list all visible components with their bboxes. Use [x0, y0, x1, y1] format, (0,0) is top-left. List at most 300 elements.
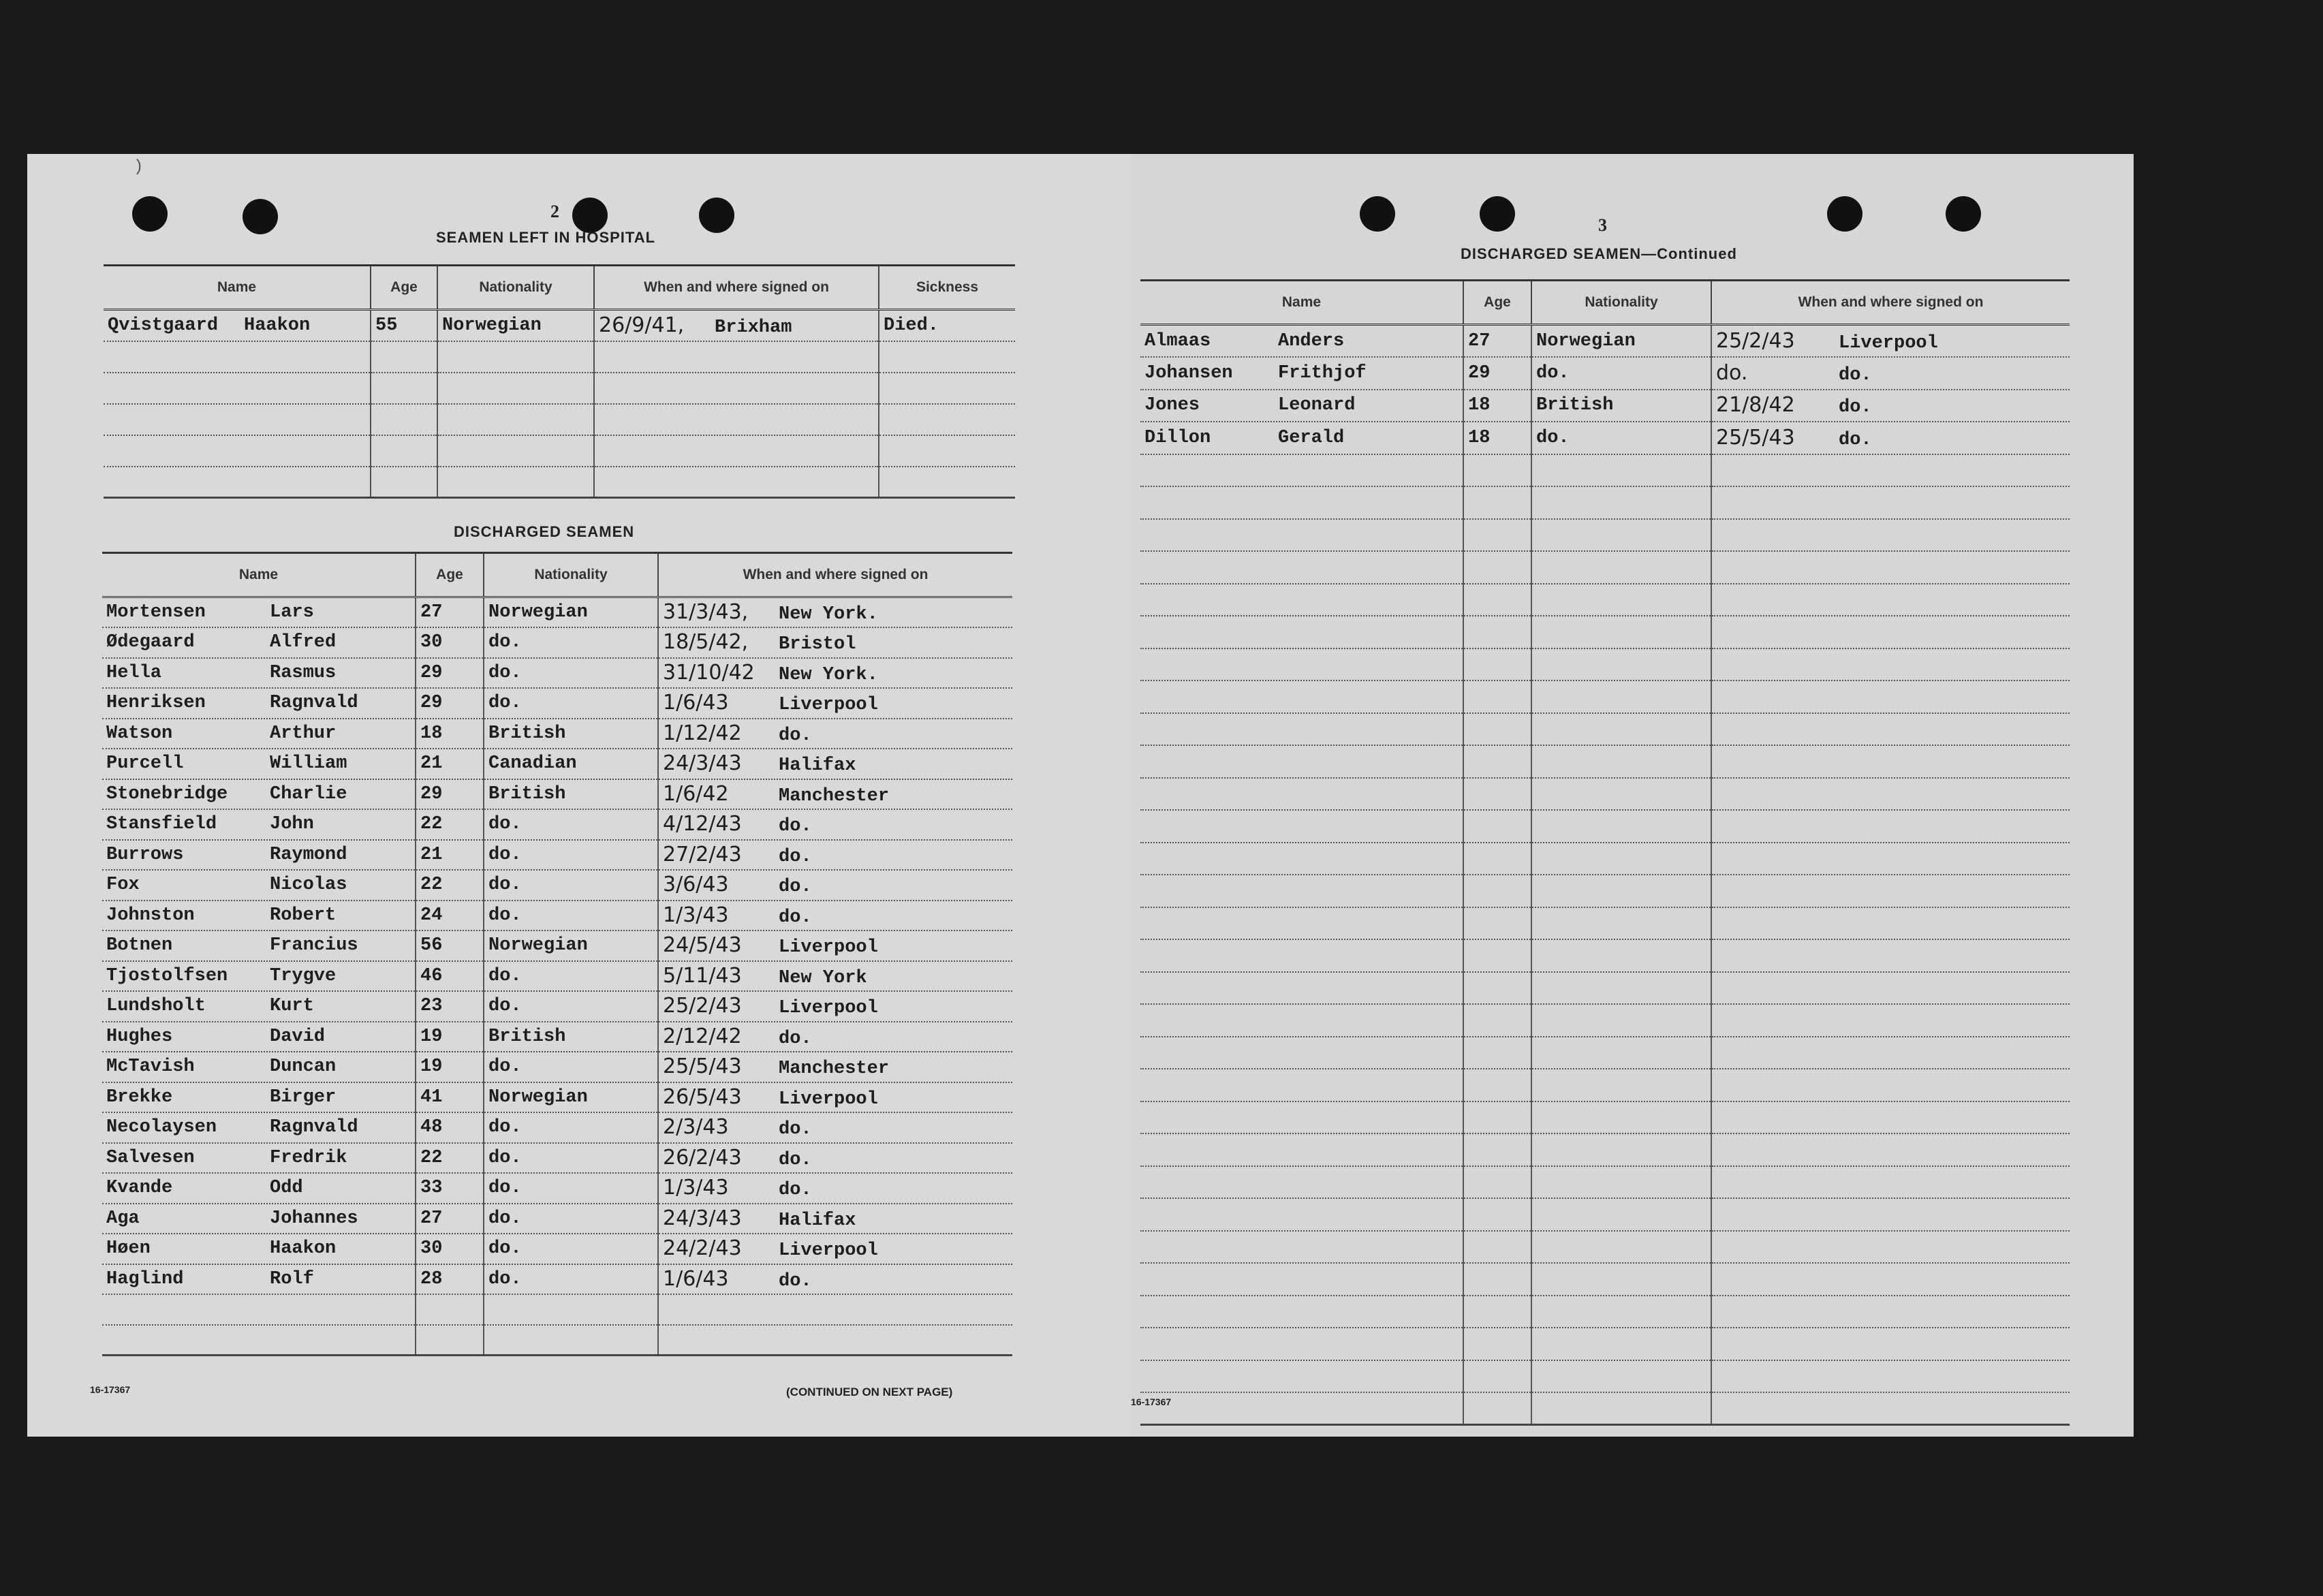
table-row: [1140, 907, 2070, 940]
name-cell: [1140, 1360, 1463, 1393]
age-cell: 23: [416, 991, 484, 1022]
age-cell: [1463, 939, 1531, 972]
signed-on-cell: [1711, 1166, 2070, 1199]
margin-mark: ): [134, 158, 144, 176]
table-row: [102, 779, 1012, 810]
name-cell: [1140, 810, 1463, 843]
continued-note: (CONTINUED ON NEXT PAGE): [786, 1386, 953, 1398]
signed-place: do.: [779, 1180, 812, 1201]
table-row: [102, 1204, 1012, 1234]
age-cell: 28: [416, 1264, 484, 1295]
table-row: [102, 1143, 1012, 1174]
discharged-header-row: [102, 553, 1012, 597]
nationality-cell: do.: [484, 809, 658, 840]
given-name: Birger: [270, 1086, 337, 1108]
signed-place: Halifax: [779, 755, 856, 777]
signed-on-cell: [1711, 519, 2070, 552]
continued-section-title: DISCHARGED SEAMEN—Continued: [1461, 245, 1737, 262]
name-cell: [1140, 1296, 1463, 1328]
table-row: [1140, 939, 2070, 972]
signed-place: New York: [779, 967, 867, 988]
table-row: [102, 1022, 1012, 1052]
signed-on-cell: [1711, 680, 2070, 713]
table-row: [1140, 1198, 2070, 1231]
table-row: [1140, 810, 2070, 843]
nationality-cell: [1531, 1263, 1711, 1296]
given-name: Duncan: [270, 1057, 337, 1078]
nationality-cell: [1531, 1392, 1711, 1425]
age-cell: 24: [416, 901, 484, 931]
discharged-table: [102, 552, 1012, 1356]
signed-place: Liverpool: [1839, 332, 1938, 354]
surname: Almaas: [1144, 330, 1211, 351]
signed-on-cell: [1711, 1328, 2070, 1360]
name-cell: [1140, 616, 1463, 648]
nationality-cell: do.: [484, 627, 658, 658]
signed-on-cell: [594, 467, 879, 498]
sickness-cell: [879, 404, 1015, 435]
name-cell: [1140, 680, 1463, 713]
signed-on-cell: [1711, 486, 2070, 519]
name-cell: [102, 1112, 416, 1143]
form-number-left: 16-17367: [90, 1384, 131, 1395]
table-row: [102, 597, 1012, 628]
age-cell: [1463, 648, 1531, 681]
col-header-age: Age: [416, 553, 484, 597]
discharged-section-title: DISCHARGED SEAMEN: [454, 523, 635, 540]
table-row: [102, 1264, 1012, 1295]
sickness-cell: [879, 467, 1015, 498]
age-cell: 21: [416, 749, 484, 779]
nationality-cell: [1531, 648, 1711, 681]
table-row: [102, 870, 1012, 901]
signed-on-cell: [658, 1234, 1012, 1264]
table-row: [1140, 778, 2070, 811]
age-cell: [1463, 1101, 1531, 1134]
name-cell: [102, 901, 416, 931]
age-cell: [1463, 1166, 1531, 1199]
name-cell: [1140, 1198, 1463, 1231]
surname: Høen: [106, 1238, 151, 1259]
name-cell: [1140, 1263, 1463, 1296]
nationality-cell: [437, 404, 594, 435]
signed-date: 25/5/43: [1716, 425, 1795, 450]
nationality-cell: [1531, 1198, 1711, 1231]
signed-place: do.: [779, 907, 812, 928]
nationality-cell: [437, 341, 594, 373]
nationality-cell: British: [1531, 390, 1711, 422]
age-cell: 22: [416, 870, 484, 901]
given-name: Alfred: [270, 632, 337, 653]
discharged-continued-table: [1140, 279, 2070, 1426]
surname: Qvistgaard: [108, 315, 219, 336]
binder-hole: [1480, 196, 1515, 232]
name-cell: [102, 627, 416, 658]
nationality-cell: [1531, 1004, 1711, 1037]
binder-hole: [1827, 196, 1862, 232]
nationality-cell: Norwegian: [484, 930, 658, 961]
nationality-cell: do.: [484, 961, 658, 992]
surname: Aga: [106, 1208, 140, 1229]
table-row: [102, 1173, 1012, 1204]
name-cell: [1140, 486, 1463, 519]
given-name: Haakon: [244, 315, 311, 336]
age-cell: [1463, 1037, 1531, 1069]
age-cell: 30: [416, 627, 484, 658]
signed-date: 1/6/43: [663, 691, 729, 715]
table-row: [102, 749, 1012, 779]
table-row: [1140, 551, 2070, 584]
age-cell: [1463, 1392, 1531, 1425]
table-row: [1140, 1004, 2070, 1037]
table-row: [102, 1112, 1012, 1143]
continued-header-row: [1140, 281, 2070, 325]
age-cell: 21: [416, 840, 484, 871]
signed-place: New York.: [779, 664, 878, 685]
nationality-cell: [1531, 778, 1711, 811]
signed-on-cell: [1711, 939, 2070, 972]
binder-hole: [243, 199, 278, 234]
signed-date: 1/3/43: [663, 1176, 729, 1200]
surname: Hughes: [106, 1026, 173, 1047]
age-cell: 29: [1463, 357, 1531, 390]
name-cell: [102, 779, 416, 810]
signed-place: Liverpool: [779, 998, 878, 1019]
table-row: [102, 991, 1012, 1022]
nationality-cell: British: [484, 779, 658, 810]
name-cell: [102, 719, 416, 749]
age-cell: [1463, 713, 1531, 746]
surname: Ødegaard: [106, 632, 195, 653]
signed-on-cell: [658, 1294, 1012, 1325]
nationality-cell: [1531, 1166, 1711, 1199]
nationality-cell: do.: [484, 1143, 658, 1174]
signed-on-cell: [1711, 972, 2070, 1005]
table-row: [1140, 390, 2070, 422]
table-row: [1140, 325, 2070, 358]
name-cell: [102, 1022, 416, 1052]
name-cell: [102, 809, 416, 840]
name-cell: [1140, 1037, 1463, 1069]
age-cell: 48: [416, 1112, 484, 1143]
sickness-cell: Died.: [879, 310, 1015, 341]
age-cell: [1463, 1328, 1531, 1360]
signed-on-cell: [1711, 907, 2070, 940]
given-name: Fredrik: [270, 1147, 347, 1168]
surname: Henriksen: [106, 693, 206, 714]
nationality-cell: Canadian: [484, 749, 658, 779]
name-cell: [102, 1264, 416, 1295]
table-row: [102, 901, 1012, 931]
signed-on-cell: [1711, 1133, 2070, 1166]
table-row: [1140, 680, 2070, 713]
surname: Johnston: [106, 905, 195, 926]
given-name: Frithjof: [1278, 362, 1367, 384]
age-cell: [1463, 680, 1531, 713]
given-name: Lars: [270, 602, 314, 623]
age-cell: 41: [416, 1082, 484, 1113]
signed-date: 3/6/43: [663, 873, 729, 897]
signed-on-cell: [1711, 713, 2070, 746]
signed-date: 25/2/43: [1716, 328, 1795, 353]
table-row: [102, 809, 1012, 840]
name-cell: [1140, 972, 1463, 1005]
surname: Purcell: [106, 753, 184, 774]
signed-place: do.: [1839, 364, 1872, 386]
name-cell: [1140, 778, 1463, 811]
name-cell: [1140, 1069, 1463, 1101]
age-cell: 29: [416, 658, 484, 689]
binder-hole: [132, 196, 168, 232]
table-row: [1140, 486, 2070, 519]
age-cell: [1463, 972, 1531, 1005]
name-cell: [1140, 1166, 1463, 1199]
name-cell: [102, 1173, 416, 1204]
signed-on-cell: [1711, 875, 2070, 907]
signed-on-cell: [1711, 551, 2070, 584]
age-cell: [371, 467, 437, 498]
signed-on-cell: [658, 1173, 1012, 1204]
name-cell: [1140, 1133, 1463, 1166]
table-row: [104, 341, 1015, 373]
signed-place: do.: [779, 1270, 812, 1292]
table-row: [102, 840, 1012, 871]
signed-on-cell: [1711, 778, 2070, 811]
surname: Watson: [106, 723, 173, 744]
surname: Fox: [106, 875, 140, 896]
name-cell: [1140, 584, 1463, 616]
signed-on-cell: [594, 404, 879, 435]
age-cell: 55: [371, 310, 437, 341]
table-row: [102, 688, 1012, 719]
age-cell: 18: [1463, 422, 1531, 454]
table-row: [1140, 1069, 2070, 1101]
table-row: [102, 719, 1012, 749]
given-name: Ragnvald: [270, 1117, 358, 1138]
age-cell: 19: [416, 1052, 484, 1082]
table-row: [1140, 713, 2070, 746]
name-cell: [1140, 357, 1463, 390]
nationality-cell: do.: [1531, 357, 1711, 390]
name-cell: [102, 1325, 416, 1356]
nationality-cell: British: [484, 1022, 658, 1052]
age-cell: [1463, 519, 1531, 552]
signed-date: 5/11/43: [663, 963, 742, 988]
nationality-cell: [1531, 875, 1711, 907]
signed-on-cell: [658, 1325, 1012, 1356]
table-row: [1140, 745, 2070, 778]
age-cell: [1463, 1069, 1531, 1101]
table-row: [102, 1325, 1012, 1356]
table-row: [1140, 1037, 2070, 1069]
col-header-nationality: Nationality: [437, 266, 594, 310]
signed-on-cell: [658, 930, 1012, 961]
given-name: Odd: [270, 1178, 303, 1199]
age-cell: 33: [416, 1173, 484, 1204]
signed-on-cell: [658, 809, 1012, 840]
age-cell: [371, 404, 437, 435]
signed-place: do.: [779, 725, 812, 746]
table-row: [1140, 1231, 2070, 1264]
signed-on-cell: [658, 688, 1012, 719]
signed-date: 25/2/43: [663, 994, 742, 1018]
signed-date: 24/3/43: [663, 751, 742, 776]
nationality-cell: [1531, 454, 1711, 487]
table-row: [1140, 584, 2070, 616]
age-cell: 18: [416, 719, 484, 749]
name-cell: [1140, 907, 1463, 940]
signed-place: Halifax: [779, 1210, 856, 1231]
table-row: [1140, 1166, 2070, 1199]
signed-date: 21/8/42: [1716, 393, 1795, 418]
age-cell: [1463, 1133, 1531, 1166]
age-cell: [1463, 454, 1531, 487]
name-cell: [102, 688, 416, 719]
age-cell: 18: [1463, 390, 1531, 422]
nationality-cell: [1531, 1133, 1711, 1166]
table-row: [1140, 1392, 2070, 1425]
table-row: [1140, 1296, 2070, 1328]
nationality-cell: [1531, 616, 1711, 648]
age-cell: [1463, 1263, 1531, 1296]
sickness-cell: [879, 341, 1015, 373]
signed-on-cell: [658, 1052, 1012, 1082]
signed-on-cell: [1711, 648, 2070, 681]
name-cell: [102, 597, 416, 628]
given-name: Kurt: [270, 996, 314, 1017]
signed-on-cell: [1711, 1296, 2070, 1328]
age-cell: [1463, 1296, 1531, 1328]
age-cell: [1463, 616, 1531, 648]
name-cell: [1140, 939, 1463, 972]
table-row: [1140, 875, 2070, 907]
col-header-nationality: Nationality: [1531, 281, 1711, 325]
signed-on-cell: [1711, 1263, 2070, 1296]
nationality-cell: [1531, 843, 1711, 875]
signed-date: 24/3/43: [663, 1206, 742, 1230]
signed-place: Liverpool: [779, 695, 878, 716]
table-row: [104, 404, 1015, 435]
given-name: Nicolas: [270, 875, 347, 896]
signed-place: New York.: [779, 604, 878, 625]
col-header-age: Age: [371, 266, 437, 310]
age-cell: [1463, 810, 1531, 843]
name-cell: [102, 1143, 416, 1174]
table-row: [102, 1294, 1012, 1325]
table-row: [1140, 972, 2070, 1005]
age-cell: [371, 341, 437, 373]
age-cell: [1463, 1360, 1531, 1393]
signed-date: 26/9/41,: [599, 313, 685, 337]
nationality-cell: [437, 373, 594, 404]
age-cell: 30: [416, 1234, 484, 1264]
nationality-cell: [1531, 939, 1711, 972]
table-row: [102, 627, 1012, 658]
surname: Brekke: [106, 1086, 173, 1108]
signed-on-cell: [1711, 616, 2070, 648]
sickness-cell: [879, 435, 1015, 467]
signed-date: 31/3/43,: [663, 600, 749, 624]
name-cell: [1140, 875, 1463, 907]
signed-date: 1/3/43: [663, 903, 729, 927]
signed-on-cell: [1711, 357, 2070, 390]
age-cell: [1463, 843, 1531, 875]
given-name: Anders: [1278, 330, 1345, 351]
col-header-signed-on: When and where signed on: [1711, 281, 2070, 325]
hospital-header-row: [104, 266, 1015, 310]
age-cell: [371, 373, 437, 404]
nationality-cell: [484, 1294, 658, 1325]
nationality-cell: do.: [1531, 422, 1711, 454]
name-cell: [102, 930, 416, 961]
nationality-cell: [1531, 1328, 1711, 1360]
nationality-cell: [1531, 1069, 1711, 1101]
name-cell: [102, 1082, 416, 1113]
signed-place: Manchester: [779, 785, 890, 807]
nationality-cell: do.: [484, 1112, 658, 1143]
signed-on-cell: [658, 1082, 1012, 1113]
table-row: [1140, 1101, 2070, 1134]
age-cell: [1463, 1231, 1531, 1264]
signed-on-cell: [1711, 843, 2070, 875]
given-name: Robert: [270, 905, 337, 926]
age-cell: [1463, 584, 1531, 616]
nationality-cell: do.: [484, 1173, 658, 1204]
nationality-cell: do.: [484, 688, 658, 719]
nationality-cell: [1531, 972, 1711, 1005]
surname: Salvesen: [106, 1147, 195, 1168]
signed-on-cell: [658, 991, 1012, 1022]
signed-place: Liverpool: [779, 1240, 878, 1262]
signed-place: Liverpool: [779, 1089, 878, 1110]
name-cell: [1140, 519, 1463, 552]
age-cell: [1463, 486, 1531, 519]
signed-date: 1/12/42: [663, 721, 742, 745]
signed-on-cell: [658, 749, 1012, 779]
signed-on-cell: [1711, 1392, 2070, 1425]
table-row: [1140, 454, 2070, 487]
signed-on-cell: [1711, 745, 2070, 778]
table-row: [1140, 843, 2070, 875]
signed-date: 26/5/43: [663, 1084, 742, 1109]
table-row: [102, 658, 1012, 689]
nationality-cell: [1531, 907, 1711, 940]
age-cell: [1463, 907, 1531, 940]
age-cell: [416, 1294, 484, 1325]
surname: Burrows: [106, 844, 184, 865]
nationality-cell: Norwegian: [484, 597, 658, 628]
table-row: [104, 435, 1015, 467]
nationality-cell: Norwegian: [437, 310, 594, 341]
page-number-right: 3: [1598, 215, 1607, 235]
binder-hole: [1360, 196, 1395, 232]
nationality-cell: [1531, 1360, 1711, 1393]
signed-on-cell: [658, 1204, 1012, 1234]
name-cell: [102, 870, 416, 901]
nationality-cell: do.: [484, 991, 658, 1022]
signed-on-cell: [594, 310, 879, 341]
nationality-cell: British: [484, 719, 658, 749]
signed-place: do.: [779, 816, 812, 837]
signed-on-cell: [658, 627, 1012, 658]
signed-on-cell: [1711, 1069, 2070, 1101]
name-cell: [1140, 325, 1463, 358]
table-row: [102, 961, 1012, 992]
surname: McTavish: [106, 1057, 195, 1078]
nationality-cell: [484, 1325, 658, 1356]
name-cell: [1140, 454, 1463, 487]
col-header-sickness: Sickness: [879, 266, 1015, 310]
